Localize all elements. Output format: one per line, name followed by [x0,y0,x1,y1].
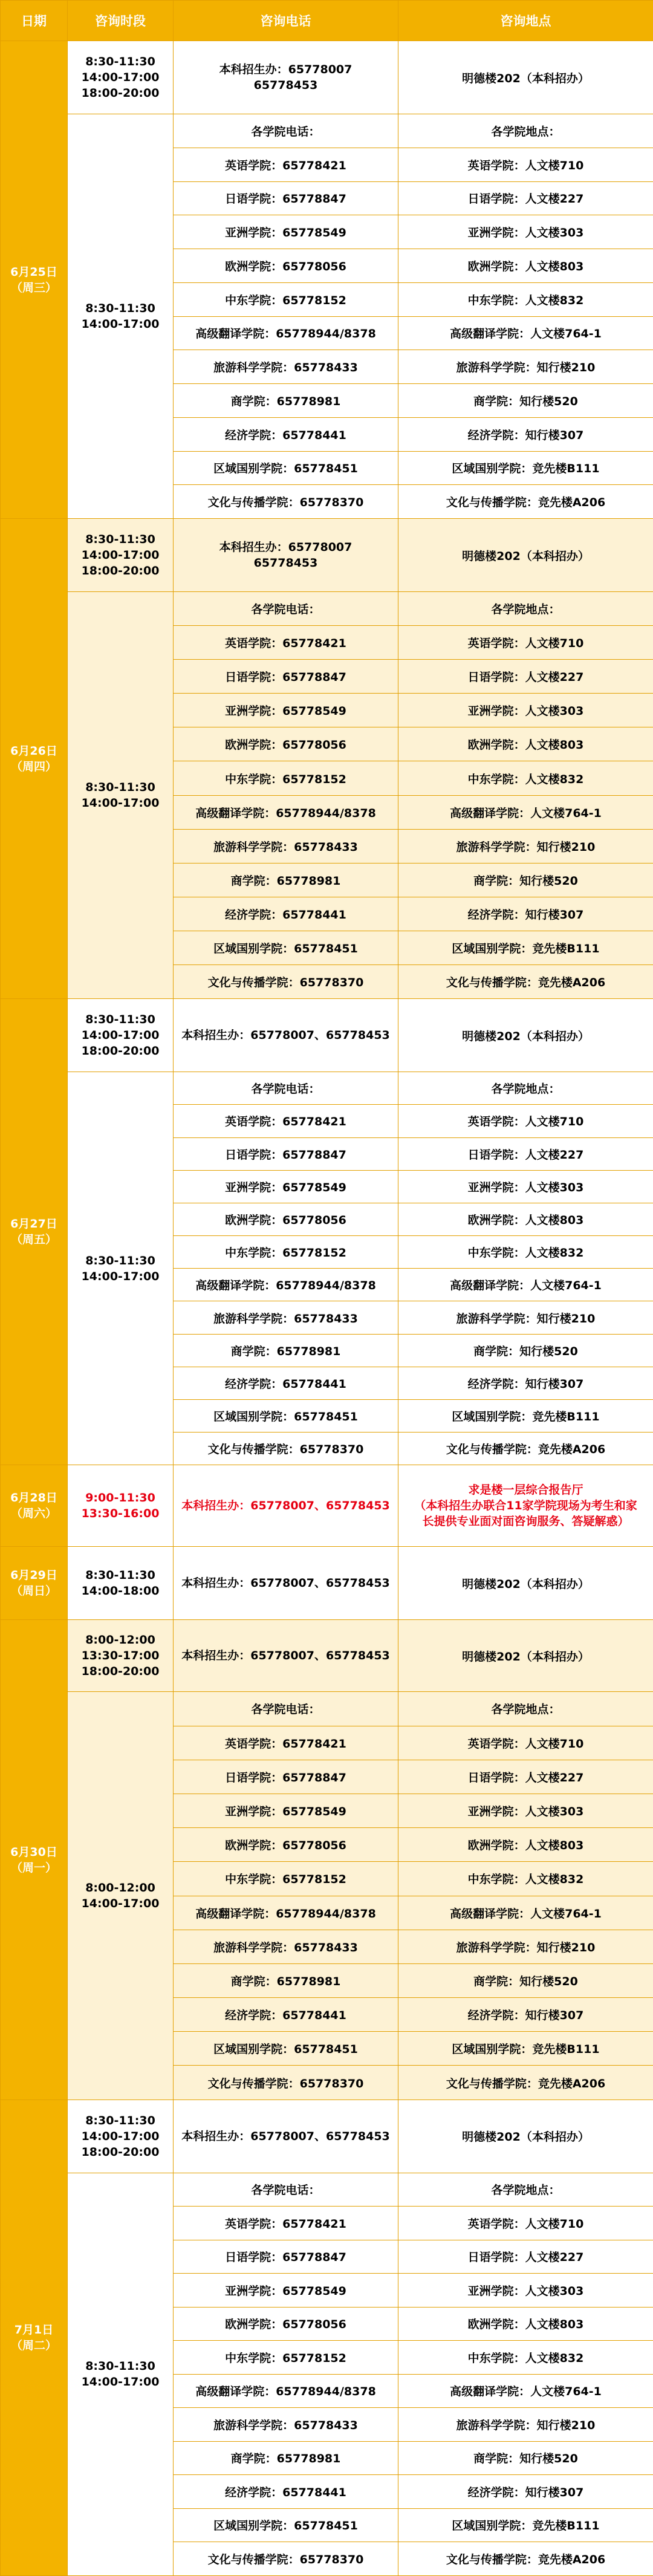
college-phone-cell: 英语学院：65778421 [174,148,398,181]
college-location-cell: 日语学院：人文楼227 [398,2240,653,2274]
college-phone-cell: 日语学院：65778847 [174,181,398,215]
college-location-cell: 中东学院：人文楼832 [398,1862,653,1896]
college-phone-cell: 文化与传播学院：65778370 [174,485,398,519]
college-location-cell: 英语学院：人文楼710 [398,1105,653,1137]
college-location-cell: 中东学院：人文楼832 [398,1236,653,1269]
college-row [1,592,653,626]
main-location-cell-line: 明德楼202（本科招办） [398,547,653,564]
date-cell-line: （周三） [1,280,67,296]
college-time-cell-line: 14:00-17:00 [68,1896,173,1911]
main-location-cell-line: 明德楼202（本科招办） [398,1027,653,1044]
college-location-cell: 经济学院：知行楼307 [398,417,653,451]
day-row-main [1,1465,653,1547]
college-phone-cell: 旅游科学学院：65778433 [174,829,398,863]
main-time-cell-line: 14:00-17:00 [68,2129,173,2144]
college-phone-cell: 商学院：65778981 [174,863,398,897]
main-time-cell [68,41,174,114]
college-row [1,2173,653,2207]
college-location-cell: 中东学院：人文楼832 [398,282,653,316]
college-phone-cell: 各学院电话： [174,592,398,626]
main-location-cell-line: 长提供专业面对面咨询服务、答疑解惑） [398,1514,653,1529]
college-location-cell: 英语学院：人文楼710 [398,2207,653,2240]
college-location-cell: 中东学院：人文楼832 [398,2341,653,2375]
date-cell [1,2100,68,2575]
main-time-cell-line: 14:00-17:00 [68,1027,173,1043]
main-time-cell-line: 18:00-20:00 [68,563,173,579]
date-cell-line: （周四） [1,759,67,775]
college-location-cell: 欧洲学院：人文楼803 [398,1828,653,1862]
main-phone-cell-line: 本科招生办：65778007、65778453 [174,2129,398,2144]
college-location-cell: 欧洲学院：人文楼803 [398,249,653,283]
college-phone-cell: 商学院：65778981 [174,1963,398,1997]
main-location-cell [398,1620,653,1692]
header-date: 日期 [1,1,68,41]
main-time-cell-line: 18:00-20:00 [68,85,173,101]
college-phone-cell: 旅游科学学院：65778433 [174,1301,398,1334]
college-location-cell: 高级翻译学院：人文楼764-1 [398,1269,653,1301]
main-phone-cell-line: 本科招生办：65778007、65778453 [174,1648,398,1664]
college-phone-cell: 中东学院：65778152 [174,282,398,316]
college-location-cell: 亚洲学院：人文楼303 [398,1170,653,1203]
college-location-cell: 日语学院：人文楼227 [398,1760,653,1794]
college-phone-cell: 中东学院：65778152 [174,2341,398,2375]
college-phone-cell: 商学院：65778981 [174,1334,398,1367]
college-phone-cell: 旅游科学学院：65778433 [174,2408,398,2442]
header-time: 咨询时段 [68,1,174,41]
main-time-cell-line: 14:00-17:00 [68,547,173,563]
day-row-main [1,2100,653,2173]
college-location-cell: 经济学院：知行楼307 [398,1998,653,2032]
college-phone-cell: 欧洲学院：65778056 [174,1203,398,1235]
college-row [1,1692,653,1726]
date-cell-line: 6月27日 [1,1216,67,1232]
college-time-cell-line: 14:00-17:00 [68,316,173,332]
college-phone-cell: 经济学院：65778441 [174,897,398,931]
main-time-cell-line: 8:30-11:30 [68,532,173,547]
main-phone-cell-line: 本科招生办：65778007、65778453 [174,1027,398,1043]
college-phone-cell: 英语学院：65778421 [174,2207,398,2240]
main-time-cell [68,1465,174,1547]
college-location-cell: 亚洲学院：人文楼303 [398,694,653,727]
day-row-main [1,41,653,114]
college-phone-cell: 商学院：65778981 [174,2441,398,2475]
college-row [1,114,653,148]
college-location-cell: 文化与传播学院：竞先楼A206 [398,2542,653,2576]
college-phone-cell: 日语学院：65778847 [174,1137,398,1170]
college-phone-cell: 亚洲学院：65778549 [174,1794,398,1827]
college-location-cell: 区域国别学院：竞先楼B111 [398,451,653,485]
college-location-cell: 欧洲学院：人文楼803 [398,727,653,761]
college-phone-cell: 高级翻译学院：65778944/8378 [174,316,398,350]
college-phone-cell: 英语学院：65778421 [174,1726,398,1760]
college-location-cell: 区域国别学院：竞先楼B111 [398,931,653,964]
college-location-cell: 高级翻译学院：人文楼764-1 [398,1896,653,1930]
college-location-cell: 各学院地点： [398,2173,653,2207]
college-location-cell: 文化与传播学院：竞先楼A206 [398,1433,653,1465]
college-location-cell: 旅游科学学院：知行楼210 [398,350,653,384]
date-cell-line: 7月1日 [1,2322,67,2338]
main-time-cell-line: 18:00-20:00 [68,1664,173,1679]
date-cell-line: （周六） [1,1506,67,1521]
date-cell-line: 6月29日 [1,1567,67,1583]
college-phone-cell: 中东学院：65778152 [174,1236,398,1269]
main-location-cell [398,519,653,592]
main-location-cell-line: 明德楼202（本科招办） [398,1648,653,1664]
main-location-cell-line: 明德楼202（本科招办） [398,70,653,86]
college-location-cell: 日语学院：人文楼227 [398,181,653,215]
date-cell-line: （周二） [1,2338,67,2353]
college-phone-cell: 经济学院：65778441 [174,417,398,451]
college-phone-cell: 高级翻译学院：65778944/8378 [174,795,398,829]
date-cell-line: 6月26日 [1,743,67,759]
date-cell-line: （周日） [1,1583,67,1599]
college-phone-cell: 旅游科学学院：65778433 [174,350,398,384]
main-location-cell [398,1547,653,1620]
header-phone: 咨询电话 [174,1,398,41]
main-phone-cell [174,1547,398,1620]
college-location-cell: 商学院：知行楼520 [398,863,653,897]
college-time-cell [68,1072,174,1465]
main-phone-cell [174,1465,398,1547]
main-phone-cell [174,41,398,114]
college-location-cell: 商学院：知行楼520 [398,384,653,418]
college-phone-cell: 旅游科学学院：65778433 [174,1930,398,1963]
college-phone-cell: 文化与传播学院：65778370 [174,2542,398,2576]
college-phone-cell: 中东学院：65778152 [174,1862,398,1896]
college-location-cell: 文化与传播学院：竞先楼A206 [398,2066,653,2100]
college-location-cell: 亚洲学院：人文楼303 [398,1794,653,1827]
date-cell [1,1620,68,2100]
main-time-cell-line: 8:30-11:30 [68,1567,173,1583]
college-location-cell: 旅游科学学院：知行楼210 [398,1930,653,1963]
college-location-cell: 商学院：知行楼520 [398,2441,653,2475]
college-phone-cell: 区域国别学院：65778451 [174,1400,398,1433]
college-phone-cell: 经济学院：65778441 [174,2475,398,2509]
college-phone-cell: 区域国别学院：65778451 [174,451,398,485]
college-phone-cell: 英语学院：65778421 [174,1105,398,1137]
header-location: 咨询地点 [398,1,653,41]
college-location-cell: 区域国别学院：竞先楼B111 [398,2508,653,2542]
main-time-cell-line: 8:00-12:00 [68,1632,173,1648]
date-cell-line: （周一） [1,1860,67,1876]
college-location-cell: 经济学院：知行楼307 [398,2475,653,2509]
main-time-cell [68,1547,174,1620]
college-location-cell: 商学院：知行楼520 [398,1334,653,1367]
main-location-cell-line: 求是楼一层综合报告厅 [398,1482,653,1498]
college-location-cell: 经济学院：知行楼307 [398,1367,653,1399]
college-location-cell: 欧洲学院：人文楼803 [398,1203,653,1235]
college-phone-cell: 商学院：65778981 [174,384,398,418]
college-phone-cell: 文化与传播学院：65778370 [174,965,398,999]
date-cell-line: 6月28日 [1,1490,67,1506]
date-cell [1,1465,68,1547]
main-phone-cell-line: 本科招生办：65778007 [174,62,398,77]
college-phone-cell: 区域国别学院：65778451 [174,2032,398,2066]
date-cell [1,1547,68,1620]
college-phone-cell: 英语学院：65778421 [174,626,398,660]
college-location-cell: 亚洲学院：人文楼303 [398,215,653,249]
college-phone-cell: 高级翻译学院：65778944/8378 [174,1896,398,1930]
college-location-cell: 高级翻译学院：人文楼764-1 [398,795,653,829]
date-cell [1,519,68,999]
date-cell-line: 6月30日 [1,1844,67,1860]
main-phone-cell-line: 65778453 [174,77,398,93]
date-cell-line: （周五） [1,1232,67,1247]
college-location-cell: 日语学院：人文楼227 [398,1137,653,1170]
main-phone-cell-line: 本科招生办：65778007、65778453 [174,1575,398,1591]
college-phone-cell: 欧洲学院：65778056 [174,727,398,761]
main-location-cell-line: 明德楼202（本科招办） [398,1575,653,1592]
college-time-cell-line: 8:30-11:30 [68,779,173,795]
college-phone-cell: 日语学院：65778847 [174,660,398,694]
main-location-cell [398,999,653,1072]
college-location-cell: 高级翻译学院：人文楼764-1 [398,316,653,350]
college-time-cell-line: 14:00-17:00 [68,2374,173,2390]
college-location-cell: 旅游科学学院：知行楼210 [398,829,653,863]
college-location-cell: 旅游科学学院：知行楼210 [398,1301,653,1334]
day-row-main [1,999,653,1072]
main-time-cell-line: 14:00-17:00 [68,70,173,85]
college-phone-cell: 亚洲学院：65778549 [174,215,398,249]
college-phone-cell: 欧洲学院：65778056 [174,249,398,283]
main-phone-cell-line: 本科招生办：65778007 [174,539,398,555]
college-phone-cell: 欧洲学院：65778056 [174,1828,398,1862]
main-time-cell [68,1620,174,1692]
main-time-cell-line: 8:30-11:30 [68,2113,173,2129]
main-time-cell-line: 13:30-16:00 [68,1506,173,1521]
college-time-cell [68,1692,174,2100]
college-location-cell: 区域国别学院：竞先楼B111 [398,1400,653,1433]
college-location-cell: 文化与传播学院：竞先楼A206 [398,965,653,999]
college-row [1,1072,653,1105]
main-location-cell [398,2100,653,2173]
college-time-cell [68,592,174,999]
college-phone-cell: 各学院电话： [174,114,398,148]
day-row-main [1,519,653,592]
college-location-cell: 亚洲学院：人文楼303 [398,2274,653,2308]
college-location-cell: 中东学院：人文楼832 [398,761,653,795]
college-time-cell-line: 8:30-11:30 [68,1253,173,1269]
college-location-cell: 商学院：知行楼520 [398,1963,653,1997]
college-time-cell-line: 14:00-17:00 [68,1269,173,1284]
main-location-cell [398,1465,653,1547]
schedule-body [1,41,653,2576]
main-time-cell [68,999,174,1072]
college-location-cell: 高级翻译学院：人文楼764-1 [398,2374,653,2408]
college-location-cell: 各学院地点： [398,1692,653,1726]
main-time-cell-line: 8:30-11:30 [68,54,173,70]
college-phone-cell: 日语学院：65778847 [174,2240,398,2274]
day-row-main [1,1547,653,1620]
college-phone-cell: 中东学院：65778152 [174,761,398,795]
college-location-cell: 英语学院：人文楼710 [398,1726,653,1760]
main-location-cell-line: 明德楼202（本科招办） [398,2128,653,2144]
college-time-cell-line: 8:30-11:30 [68,2358,173,2374]
main-phone-cell [174,2100,398,2173]
date-cell [1,41,68,519]
college-phone-cell: 区域国别学院：65778451 [174,2508,398,2542]
college-phone-cell: 区域国别学院：65778451 [174,931,398,964]
college-phone-cell: 亚洲学院：65778549 [174,2274,398,2308]
main-time-cell [68,2100,174,2173]
college-time-cell-line: 14:00-17:00 [68,795,173,811]
college-phone-cell: 高级翻译学院：65778944/8378 [174,1269,398,1301]
main-phone-cell [174,519,398,592]
college-location-cell: 各学院地点： [398,592,653,626]
main-time-cell-line: 9:00-11:30 [68,1490,173,1506]
college-phone-cell: 亚洲学院：65778549 [174,694,398,727]
college-location-cell: 旅游科学学院：知行楼210 [398,2408,653,2442]
college-time-cell-line: 8:30-11:30 [68,301,173,316]
college-location-cell: 区域国别学院：竞先楼B111 [398,2032,653,2066]
college-phone-cell: 文化与传播学院：65778370 [174,2066,398,2100]
date-cell [1,999,68,1465]
college-phone-cell: 各学院电话： [174,1692,398,1726]
college-time-cell [68,2173,174,2575]
main-location-cell [398,41,653,114]
college-location-cell: 各学院地点： [398,114,653,148]
college-phone-cell: 经济学院：65778441 [174,1367,398,1399]
main-time-cell-line: 18:00-20:00 [68,1043,173,1059]
main-location-cell-line: （本科招生办联合11家学院现场为考生和家 [398,1498,653,1514]
main-phone-cell [174,1620,398,1692]
main-phone-cell-line: 65778453 [174,555,398,571]
main-phone-cell-line: 本科招生办：65778007、65778453 [174,1498,398,1514]
college-phone-cell: 文化与传播学院：65778370 [174,1433,398,1465]
college-time-cell [68,114,174,519]
college-phone-cell: 各学院电话： [174,2173,398,2207]
main-time-cell-line: 8:30-11:30 [68,1012,173,1027]
college-phone-cell: 各学院电话： [174,1072,398,1105]
main-phone-cell [174,999,398,1072]
main-time-cell-line: 18:00-20:00 [68,2144,173,2160]
college-location-cell: 日语学院：人文楼227 [398,660,653,694]
college-phone-cell: 经济学院：65778441 [174,1998,398,2032]
college-location-cell: 英语学院：人文楼710 [398,148,653,181]
college-location-cell: 经济学院：知行楼307 [398,897,653,931]
main-time-cell-line: 14:00-18:00 [68,1583,173,1599]
college-location-cell: 文化与传播学院：竞先楼A206 [398,485,653,519]
college-phone-cell: 高级翻译学院：65778944/8378 [174,2374,398,2408]
college-location-cell: 英语学院：人文楼710 [398,626,653,660]
college-phone-cell: 亚洲学院：65778549 [174,1170,398,1203]
college-phone-cell: 日语学院：65778847 [174,1760,398,1794]
header-row [1,1,653,41]
college-location-cell: 欧洲学院：人文楼803 [398,2307,653,2341]
college-time-cell-line: 8:00-12:00 [68,1880,173,1896]
date-cell-line: 6月25日 [1,264,67,280]
college-phone-cell: 欧洲学院：65778056 [174,2307,398,2341]
main-time-cell-line: 13:30-17:00 [68,1648,173,1664]
day-row-main [1,1620,653,1692]
main-time-cell [68,519,174,592]
college-location-cell: 各学院地点： [398,1072,653,1105]
